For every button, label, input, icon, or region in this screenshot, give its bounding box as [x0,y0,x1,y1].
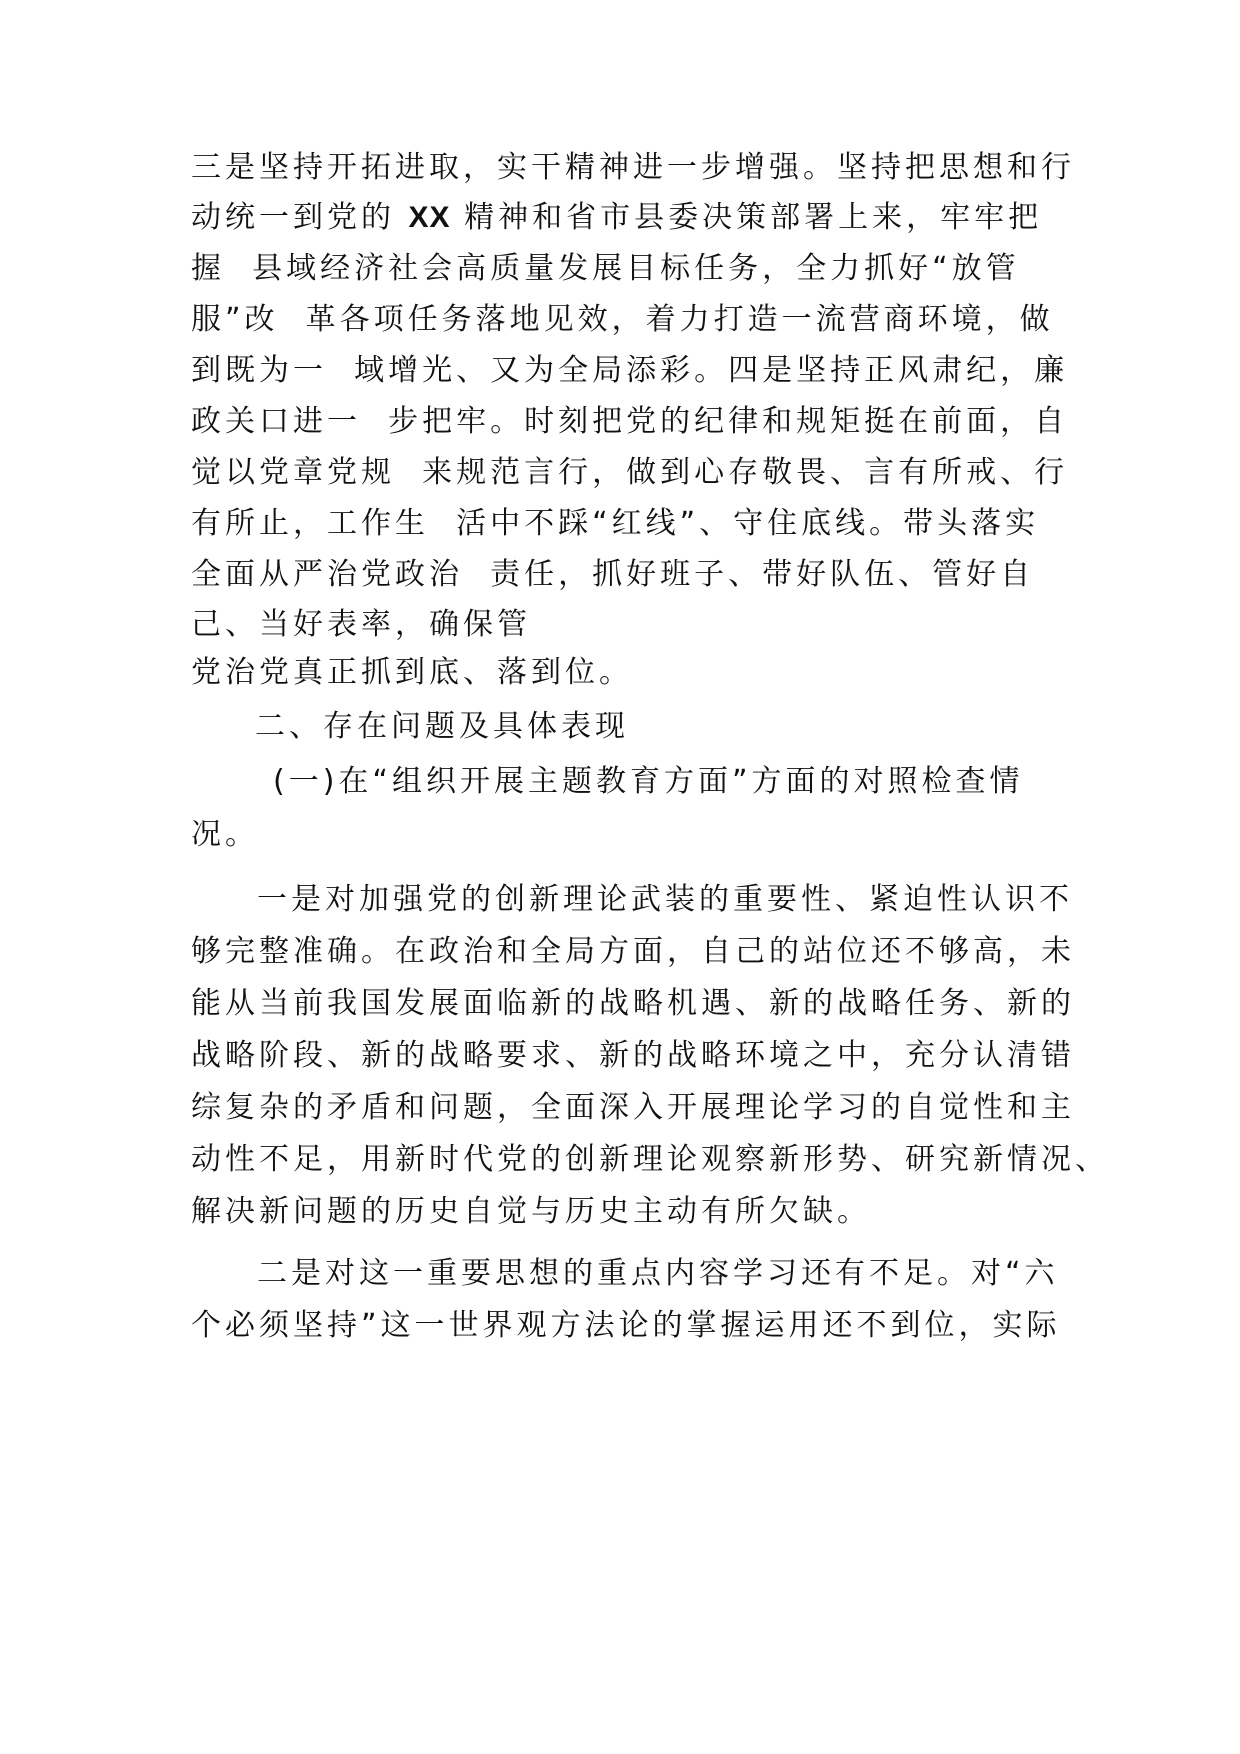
paragraph-line: 三是坚持开拓进取，实干精神进一步增强。坚持把思想和行 [191,150,1075,185]
placeholder-xx: XX [408,201,451,234]
paragraph-line: 综复杂的矛盾和问题，全面深入开展理论学习的自觉性和主 [191,1090,1075,1125]
paragraph-line: 政关口进一 步把牢。时刻把党的纪律和规矩挺在前面，自 [191,404,1069,439]
paragraph-line [191,198,1042,238]
paragraph-line: 能从当前我国发展面临新的战略机遇、新的战略任务、新的 [191,986,1075,1021]
section-heading: 二、存在问题及具体表现 [255,709,629,744]
paragraph-line: 战略阶段、新的战略要求、新的战略环境之中，充分认清错 [191,1038,1075,1073]
paragraph-line: 党治党真正抓到底、落到位。 [191,655,633,690]
paragraph-line: 够完整准确。在政治和全局方面，自己的站位还不够高，未 [191,934,1075,969]
paragraph-line: 己、当好表率，确保管 [191,607,531,642]
paragraph-line: 握 县域经济社会高质量发展目标任务，全力抓好“放管 [191,251,1020,286]
paragraph-line: 觉以党章党规 来规范言行，做到心存敬畏、言有所戒、行 [191,455,1069,490]
text-segment: 动统一到党的 [191,200,395,235]
paragraph-line: 全面从严治党政治 责任，抓好班子、带好队伍、管好自 [191,557,1035,592]
paragraph-line: 二是对这一重要思想的重点内容学习还有不足。对“六 [257,1256,1059,1291]
paragraph-line: 到既为一 域增光、又为全局添彩。四是坚持正风肃纪，廉 [191,353,1069,388]
paragraph-line: 解决新问题的历史自觉与历史主动有所欠缺。 [191,1194,871,1229]
paragraph-line: 一是对加强党的创新理论武装的重要性、紧迫性认识不 [257,882,1073,917]
subsection-heading-continued: 况。 [191,817,259,852]
paragraph-line: 服”改 革各项任务落地见效，着力打造一流营商环境，做 [191,302,1054,337]
paragraph-line: 有所止，工作生 活中不踩“红线”、守住底线。带头落实 [191,506,1040,541]
text-segment: 精神和省市县委决策部署上来，牢牢把 [464,200,1043,235]
paragraph-line: 动性不足，用新时代党的创新理论观察新形势、研究新情况、 [191,1142,1109,1177]
subsection-heading: (一)在“组织开展主题教育方面”方面的对照检查情 [273,764,1024,799]
paragraph-line: 个必须坚持”这一世界观方法论的掌握运用还不到位，实际 [191,1308,1061,1343]
